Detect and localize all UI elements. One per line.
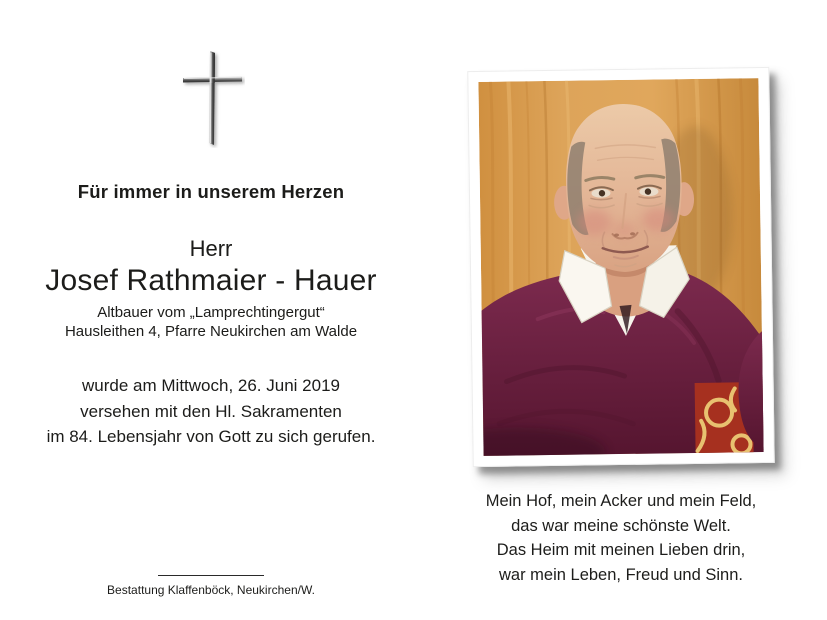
dedication-line: Für immer in unserem Herzen — [77, 181, 345, 202]
poem-line: war mein Leben, Freud und Sinn. — [499, 565, 743, 584]
funeral-home-name: Bestattung Klaffenböck, Neukirchen/W. — [107, 583, 315, 597]
death-notice-line: versehen mit den Hl. Sakramenten — [80, 401, 342, 421]
poem-line: Mein Hof, mein Acker und mein Feld, — [485, 492, 757, 510]
funeral-home-divider — [158, 575, 264, 576]
deceased-name: Josef Rathmaier - Hauer — [45, 264, 377, 297]
death-notice-line: im 84. Lebensjahr von Gott zu sich gerufen. — [46, 427, 376, 446]
poem-line: das war meine schönste Welt. — [511, 516, 731, 535]
poem-line: Das Heim mit meinen Lieben drin, — [496, 541, 746, 560]
portrait-photo — [467, 67, 774, 467]
address-line: Hausleithen 4, Pfarre Neukirchen am Walde — [64, 323, 358, 340]
salutation: Herr — [189, 236, 233, 261]
farm-title-line: Altbauer vom „Lamprechtingergut“ — [97, 304, 325, 321]
memorial-poem — [468, 489, 774, 587]
death-notice-line: wurde am Mittwoch, 26. Juni 2019 — [82, 376, 340, 395]
death-notice — [0, 373, 422, 450]
portrait-illustration — [478, 78, 763, 456]
